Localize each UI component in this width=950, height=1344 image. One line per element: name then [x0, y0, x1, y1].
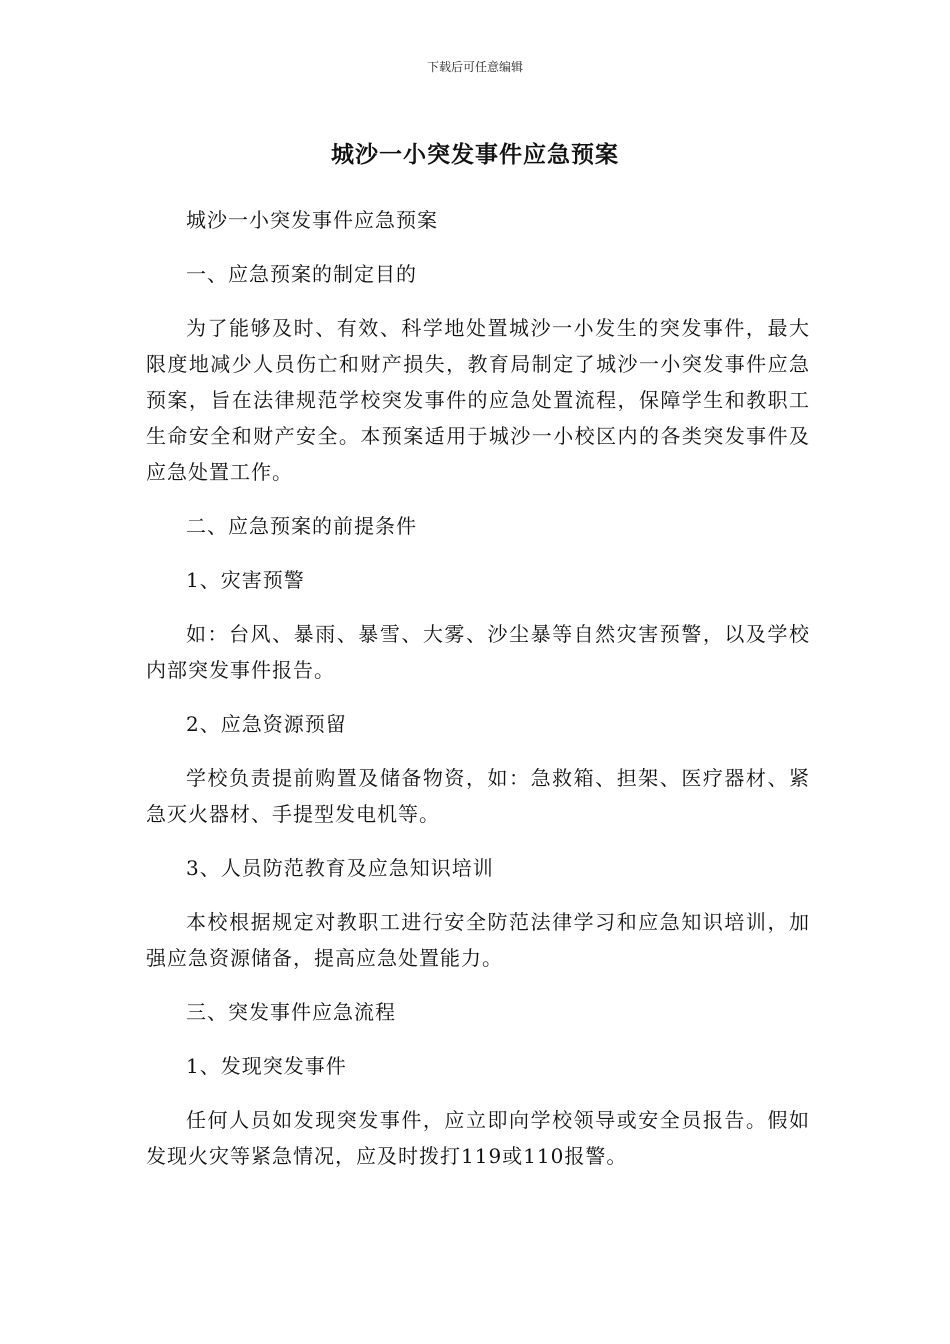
paragraph-discover-event: 任何人员如发现突发事件，应立即向学校领导或安全员报告。假如发现火灾等紧急情况，应及时拨打119或110报警。 — [146, 1108, 810, 1168]
subheading-disaster-warning: 1、灾害预警 — [186, 568, 305, 592]
paragraph-resource-reserve: 学校负责提前购置及储备物资，如：急救箱、担架、医疗器材、紧急灭火器材、手提型发电机等。 — [146, 766, 810, 826]
section-heading-2: 二、应急预案的前提条件 — [186, 514, 417, 538]
section-heading-1: 一、应急预案的制定目的 — [186, 262, 417, 286]
section-heading-3: 三、突发事件应急流程 — [186, 1000, 396, 1024]
subheading-discover-event: 1、发现突发事件 — [186, 1054, 347, 1078]
paragraph-training: 本校根据规定对教职工进行安全防范法律学习和应急知识培训，加强应急资源储备，提高应急处置能力。 — [146, 910, 810, 970]
header-note: 下载后可任意编辑 — [426, 60, 523, 74]
paragraph-subtitle: 城沙一小突发事件应急预案 — [186, 208, 438, 232]
document-body — [146, 202, 810, 1192]
document-title: 城沙一小突发事件应急预案 — [331, 142, 619, 168]
paragraph-purpose: 为了能够及时、有效、科学地处置城沙一小发生的突发事件，最大限度地减少人员伤亡和财产损失，教育局制定了城沙一小突发事件应急预案，旨在法律规范学校突发事件的应急处置流程，保障学生和教职工生命安全和财产安全。本预案适用于城沙一小校区内的各类突发事件及应急处置工作。 — [146, 316, 810, 484]
subheading-training: 3、人员防范教育及应急知识培训 — [186, 856, 494, 880]
subheading-resource-reserve: 2、应急资源预留 — [186, 712, 347, 736]
paragraph-disaster-warning: 如：台风、暴雨、暴雪、大雾、沙尘暴等自然灾害预警，以及学校内部突发事件报告。 — [146, 622, 810, 682]
